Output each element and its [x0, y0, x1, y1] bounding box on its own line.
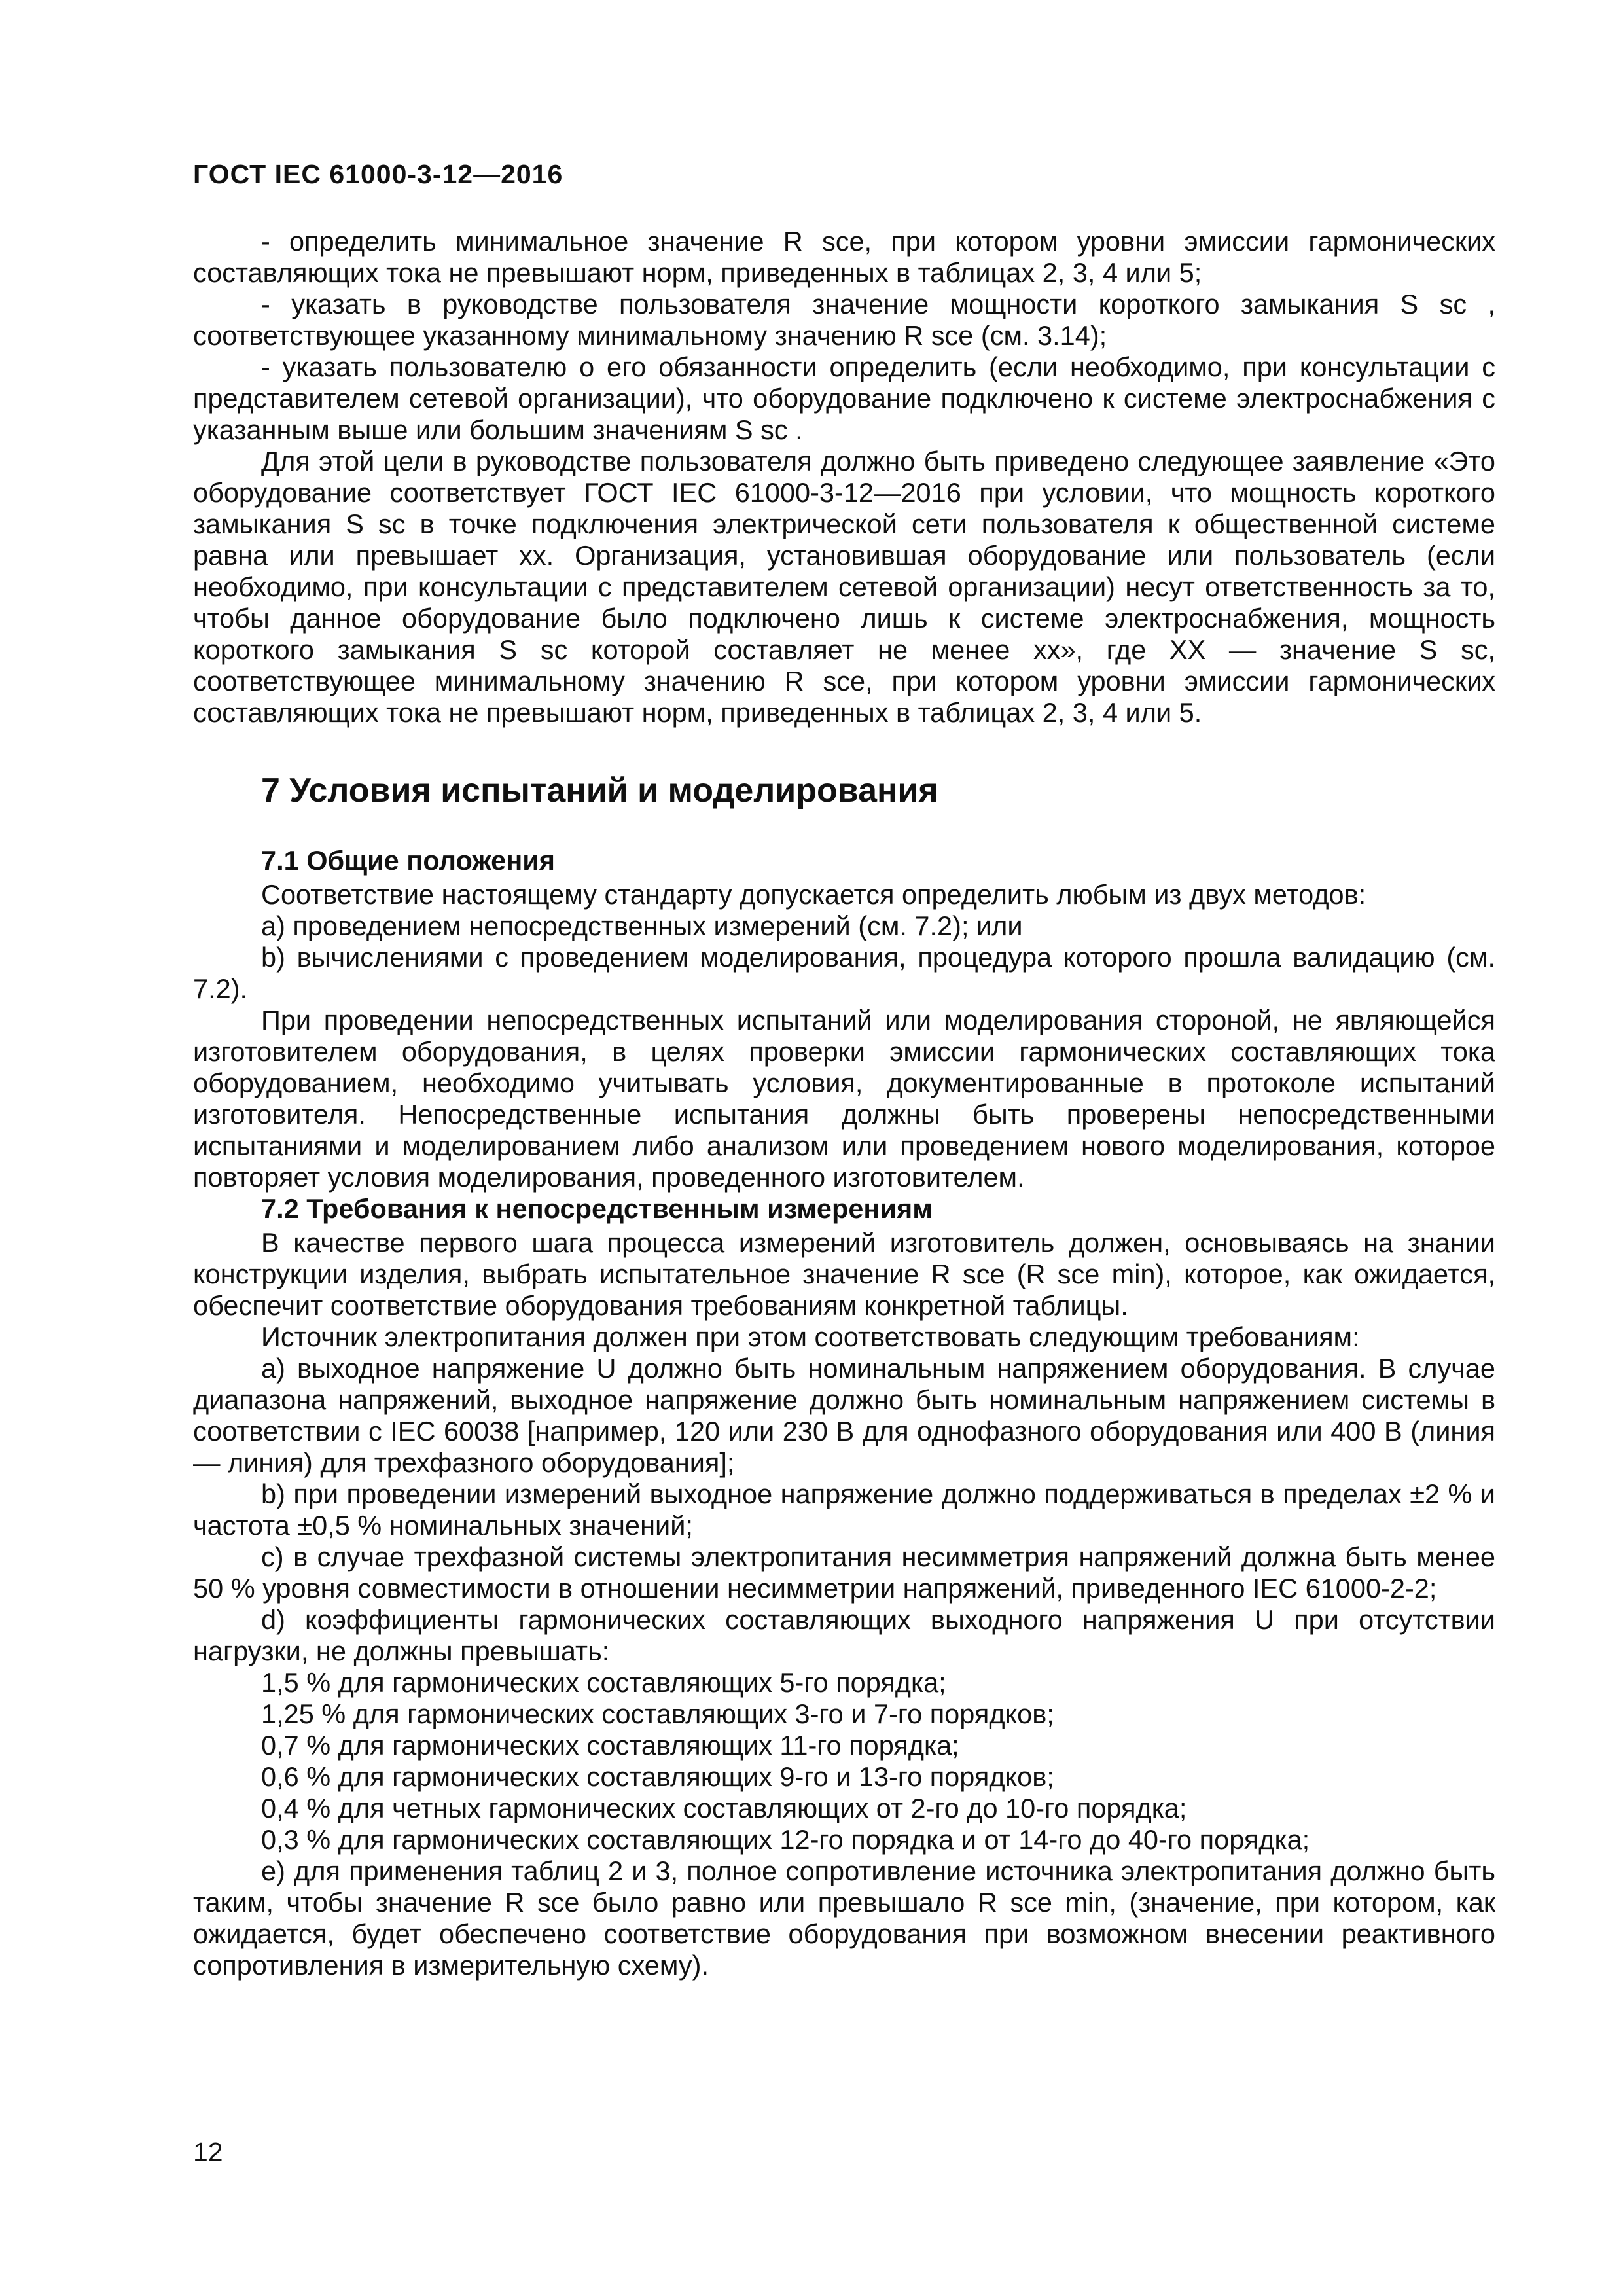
- paragraph: Источник электропитания должен при этом соответствовать следующим требованиям:: [261, 1321, 1360, 1352]
- harmonic-limit-item: 1,25 % для гармонических составляющих 3-го и 7-го порядков;: [261, 1698, 1054, 1729]
- subsection-heading: 7.1 Общие положения: [261, 845, 556, 876]
- harmonic-limit-item: 0,3 % для гармонических составляющих 12-го порядка и от 14-го до 40-го порядка;: [261, 1824, 1310, 1855]
- subsection-heading: 7.2 Требования к непосредственным измерениям: [261, 1193, 933, 1224]
- list-item: а) выходное напряжение U должно быть номинальным напряжением оборудования. В случае диапазона напряжений, выходное напряжение должно быть номинальным напряжением системы в соответствии с IEC 60038 [например, 120 или 230 В для однофазного оборудования или 400 В (линия — линия) для трехфазного оборудования];: [193, 1353, 1495, 1478]
- paragraph: В качестве первого шага процесса измерений изготовитель должен, основываясь на знании конструкции изделия, выбрать испытательное значение R sce (R sce min), которое, как ожидается, обеспечит соответствие оборудования требованиям конкретной таблицы.: [193, 1227, 1495, 1321]
- page-content: [193, 226, 1495, 1981]
- running-header: ГОСТ IEC 61000-3-12—2016: [193, 159, 563, 189]
- list-item: a) проведением непосредственных измерений (см. 7.2); или: [261, 910, 1023, 941]
- list-item: с) в случае трехфазной системы электропитания несимметрия напряжений должна быть менее 50 % уровня совместимости в отношении несимметрии напряжений, приведенного IEC 61000-2-2;: [193, 1541, 1495, 1604]
- page-number: 12: [193, 2137, 223, 2167]
- statement-paragraph: Для этой цели в руководстве пользователя должно быть приведено следующее заявление «Это оборудование соответствует ГОСТ IEC 61000-3-12—2016 при условии, что мощность короткого замыкания S sc в точке подключения электрической сети пользователя к общественной системе равна или превышает хх. Организация, установившая оборудование или пользователь (если необходимо, при консультации с представителем сетевой организации) несут ответственность за то, чтобы данное оборудование было подключено лишь к системе электроснабжения, мощность короткого замыкания S sc которой составляет не менее хх», где XX — значение S sc, соответствующее минимальному значению R sce, при котором уровни эмиссии гармонических составляющих тока не превышают норм, приведенных в таблицах 2, 3, 4 или 5.: [193, 446, 1495, 728]
- list-item: b) при проведении измерений выходное напряжение должно поддерживаться в пределах ±2 % и частота ±0,5 % номинальных значений;: [193, 1479, 1495, 1541]
- paragraph: При проведении непосредственных испытаний или моделирования стороной, не являющейся изготовителем оборудования, в целях проверки эмиссии гармонических составляющих тока оборудованием, необходимо учитывать условия, документированные в протоколе испытаний изготовителя. Непосредственные испытания должны быть проверены непосредственными испытаниями и моделированием либо анализом или проведением нового моделирования, которое повторяет условия моделирования, проведенного изготовителем.: [193, 1005, 1495, 1193]
- harmonic-limit-item: 0,4 % для четных гармонических составляющих от 2-го до 10-го порядка;: [261, 1793, 1187, 1823]
- intro-item: - указать в руководстве пользователя значение мощности короткого замыкания S sc , соответствующее указанному минимальному значению R sce (см. 3.14);: [193, 289, 1495, 351]
- intro-item: - указать пользователю о его обязанности определить (если необходимо, при консультации с представителем сетевой организации), что оборудование подключено к системе электроснабжения с указанным выше или большим значениям S sc .: [193, 351, 1495, 445]
- paragraph: Соответствие настоящему стандарту допускается определить любым из двух методов:: [261, 879, 1366, 910]
- harmonic-limit-item: 0,6 % для гармонических составляющих 9-го и 13-го порядков;: [261, 1761, 1054, 1792]
- list-item: е) для применения таблиц 2 и 3, полное сопротивление источника электропитания должно быть таким, чтобы значение R sce было равно или превышало R sce min, (значение, при котором, как ожидается, будет обеспечено соответствие оборудования при возможном внесении реактивного сопротивления в измерительную схему).: [193, 1856, 1495, 1981]
- harmonic-limit-item: 1,5 % для гармонических составляющих 5-го порядка;: [261, 1667, 946, 1698]
- list-item: d) коэффициенты гармонических составляющих выходного напряжения U при отсутствии нагрузки, не должны превышать:: [193, 1604, 1495, 1666]
- harmonic-limit-item: 0,7 % для гармонических составляющих 11-го порядка;: [261, 1730, 959, 1761]
- list-item: b) вычислениями с проведением моделирования, процедура которого прошла валидацию (см. 7.2).: [193, 942, 1495, 1004]
- section-heading: 7 Условия испытаний и моделирования: [261, 772, 938, 810]
- intro-item: - определить минимальное значение R sce, при котором уровни эмиссии гармонических составляющих тока не превышают норм, приведенных в таблицах 2, 3, 4 или 5;: [193, 226, 1495, 288]
